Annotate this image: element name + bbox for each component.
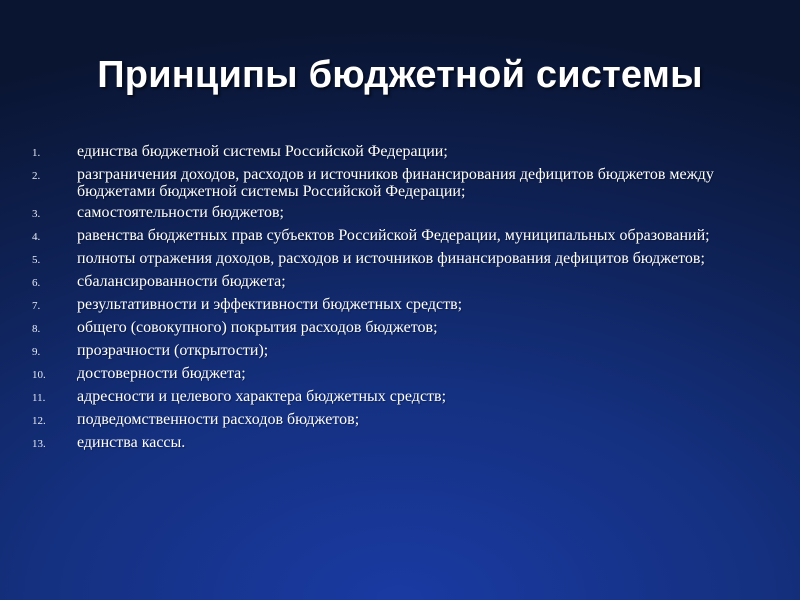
list-item [32,365,752,384]
list-item [32,227,752,246]
principles-list [32,143,752,457]
list-item [32,296,752,315]
item-text: самостоятельности бюджетов; [77,204,284,221]
item-number: 6. [32,277,41,289]
item-number: 9. [32,346,41,358]
list-item [32,388,752,407]
item-number: 7. [32,300,41,312]
list-item [32,319,752,338]
item-number: 12. [32,415,46,427]
item-text: прозрачности (открытости); [77,342,269,359]
item-number: 1. [32,147,41,159]
item-number: 10. [32,369,46,381]
item-text: полноты отражения доходов, расходов и источников финансирования дефицитов бюджетов; [77,250,705,267]
item-text: адресности и целевого характера бюджетных средств; [77,388,447,405]
item-text: разграничения доходов, расходов и источников финансирования дефицитов бюджетов между бюджетами бюджетной системы Российской Федерации; [77,166,714,200]
item-text: единства кассы. [77,434,186,451]
list-item [32,411,752,430]
list-item [32,166,752,200]
item-text: подведомственности расходов бюджетов; [77,411,360,428]
item-number: 3. [32,208,41,220]
list-item [32,342,752,361]
list-item [32,204,752,223]
item-number: 5. [32,254,41,266]
list-item [32,273,752,292]
item-number: 11. [32,392,46,404]
item-number: 13. [32,438,46,450]
list-item [32,143,752,162]
item-text: единства бюджетной системы Российской Федерации; [77,143,448,160]
item-text: сбалансированности бюджета; [77,273,286,290]
list-item [32,250,752,269]
item-number: 2. [32,170,41,182]
slide-title: Принципы бюджетной системы [97,54,703,96]
item-number: 8. [32,323,41,335]
item-number: 4. [32,231,41,243]
item-text: общего (совокупного) покрытия расходов бюджетов; [77,319,438,336]
item-text: равенства бюджетных прав субъектов Российской Федерации, муниципальных образований; [77,227,710,244]
list-item [32,434,752,453]
item-text: достоверности бюджета; [77,365,246,382]
item-text: результативности и эффективности бюджетных средств; [77,296,463,313]
